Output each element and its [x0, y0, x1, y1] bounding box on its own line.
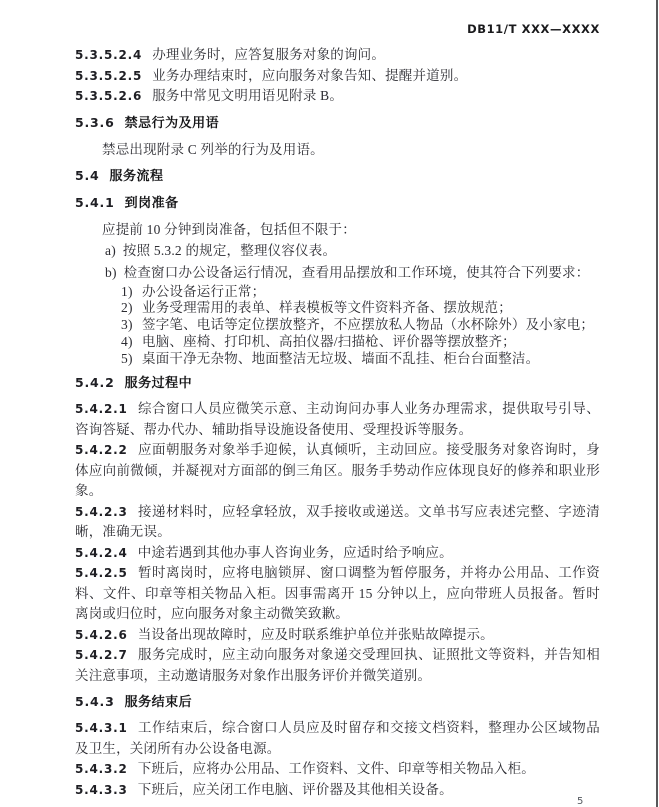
clause-5-4-3-3 — [75, 780, 600, 801]
list-text: 按照 5.3.2 的规定，整理仪容仪表。 — [122, 242, 337, 258]
doc-code: DB11/T XXX—XXXX — [467, 22, 600, 36]
clause-number: 5.3.5.2.5 — [75, 68, 143, 83]
clause-5-3-5-2-5 — [75, 66, 600, 87]
section-title: 服务结束后 — [124, 695, 193, 711]
list-text: 桌面干净无杂物、地面整洁无垃圾、墙面不乱挂、柜台台面整洁。 — [142, 350, 540, 366]
clause-text: 下班后，应将办公用品、工作资料、文件、印章等相关物品入柜。 — [137, 761, 535, 777]
clause-5-4-2-1 — [75, 399, 600, 440]
clause-text: 服务中常见文明用语见附录 B。 — [152, 88, 344, 103]
document-body — [75, 45, 600, 800]
list-text: 业务受理需用的表单、样表模板等文件资料齐备、摆放规范； — [142, 300, 512, 316]
section-heading-5-4 — [75, 166, 600, 187]
section-number: 5.4.1 — [75, 194, 115, 210]
list-label: a) — [105, 242, 116, 258]
clause-number: 5.4.2.7 — [75, 648, 128, 663]
clause-number: 5.4.2.2 — [75, 443, 128, 458]
section-number: 5.3.6 — [75, 114, 115, 130]
clause-text: 业务办理结束时，应向服务对象告知、提醒并道别。 — [152, 67, 468, 83]
list-item-a — [105, 240, 600, 262]
clause-text: 中途若遇到其他办事人咨询业务，应适时给予响应。 — [137, 544, 453, 560]
clause-text: 工作结束后，综合窗口人员应及时留存和交接文档资料，整理办公区域物品及卫生，关闭所有办公设备电源。 — [75, 720, 600, 756]
section-number: 5.4 — [75, 167, 100, 183]
list-item-5 — [121, 351, 600, 368]
section-heading-5-3-6 — [75, 113, 600, 134]
clause-text: 下班后，应关闭工作电脑、评价器及其他相关设备。 — [137, 781, 453, 797]
clause-5-3-5-2-4 — [75, 45, 600, 66]
list-label: b) — [105, 264, 117, 280]
section-heading-5-4-3 — [75, 692, 600, 713]
list-label: 5) — [121, 350, 133, 366]
list-item-1 — [121, 284, 600, 301]
clause-5-3-5-2-6 — [75, 86, 600, 107]
paragraph-text: 应提前 10 分钟到岗准备，包括但不限于： — [102, 221, 356, 237]
clause-number: 5.4.2.5 — [75, 566, 128, 581]
list-text: 办公设备运行正常； — [142, 283, 266, 299]
clause-number: 5.4.2.3 — [75, 504, 128, 519]
clause-number: 5.4.3.1 — [75, 721, 128, 736]
section-title: 服务流程 — [109, 168, 164, 184]
clause-number: 5.4.2.6 — [75, 627, 128, 642]
list-label: 3) — [121, 317, 133, 333]
clause-5-4-2-2 — [75, 440, 600, 502]
list-item-4 — [121, 334, 600, 351]
clause-number: 5.4.2.4 — [75, 545, 128, 560]
list-label: 1) — [121, 283, 133, 299]
clause-5-4-2-4 — [75, 543, 600, 564]
section-title: 服务过程中 — [124, 376, 193, 392]
paragraph — [75, 219, 600, 240]
clause-5-4-2-6 — [75, 625, 600, 646]
clause-text: 当设备出现故障时，应及时联系维护单位并张贴故障提示。 — [137, 626, 494, 642]
list-label: 4) — [121, 333, 133, 349]
paragraph-text: 禁忌出现附录 C 列举的行为及用语。 — [102, 141, 324, 157]
clause-number: 5.3.5.2.4 — [75, 48, 143, 62]
clause-5-4-2-3 — [75, 502, 600, 543]
clause-number: 5.4.2.1 — [75, 402, 128, 417]
clause-text: 综合窗口人员应微笑示意、主动询问办事人业务办理需求，提供取号引导、咨询答疑、帮办代办、辅助指导设施设备使用、受理投诉等服务。 — [75, 401, 600, 437]
page-number: 5 — [577, 796, 584, 807]
section-heading-5-4-1 — [75, 193, 600, 214]
page-edge-line — [656, 0, 658, 807]
clause-5-4-2-7 — [75, 645, 600, 686]
list-text: 签字笔、电话等定位摆放整齐，不应摆放私人物品（水杯除外）及小家电； — [142, 317, 595, 333]
list-item-3 — [121, 317, 600, 334]
paragraph — [75, 139, 600, 160]
list-text: 电脑、座椅、打印机、高拍仪器/扫描枪、评价器等摆放整齐； — [142, 333, 516, 349]
section-number: 5.4.3 — [75, 694, 115, 710]
clause-number: 5.4.3.2 — [75, 762, 128, 777]
list-label: 2) — [121, 300, 133, 316]
list-text: 检查窗口办公设备运行情况，查看用品摆放和工作环境，使其符合下列要求： — [123, 264, 590, 280]
clause-number: 5.3.5.2.6 — [75, 89, 143, 103]
clause-text: 接递材料时，应轻拿轻放，双手接收或递送。文单书写应表述完整、字迹清晰，准确无误。 — [75, 503, 600, 540]
list-item-b — [105, 262, 600, 284]
section-number: 5.4.2 — [75, 375, 115, 391]
list-item-2 — [121, 300, 600, 317]
clause-text: 服务完成时，应主动向服务对象递交受理回执、证照批文等资料，并告知相关注意事项，主动邀请服务对象作出服务评价并微笑道别。 — [75, 647, 600, 683]
clause-text: 办理业务时，应答复服务对象的询问。 — [152, 47, 386, 62]
section-heading-5-4-2 — [75, 373, 600, 394]
clause-text: 暂时离岗时，应将电脑锁屏、窗口调整为暂停服务，并将办公用品、工作资料、文件、印章等相关物品入柜。因事需离开 15 分钟以上，应向带班人员报备。暂时离岗或归位时，应向服务对象主动微笑致歉。 — [75, 565, 600, 622]
clause-5-4-3-1 — [75, 718, 600, 759]
section-title: 到岗准备 — [124, 195, 179, 211]
clause-number: 5.4.3.3 — [75, 782, 128, 797]
clause-5-4-2-5 — [75, 563, 600, 625]
clause-5-4-3-2 — [75, 759, 600, 780]
section-title: 禁忌行为及用语 — [124, 115, 220, 131]
clause-text: 应面朝服务对象举手迎候，认真倾听，主动回应。接受服务对象咨询时，身体应向前微倾，并凝视对方面部的倒三角区。服务手势动作应体现良好的修养和职业形象。 — [75, 442, 600, 499]
